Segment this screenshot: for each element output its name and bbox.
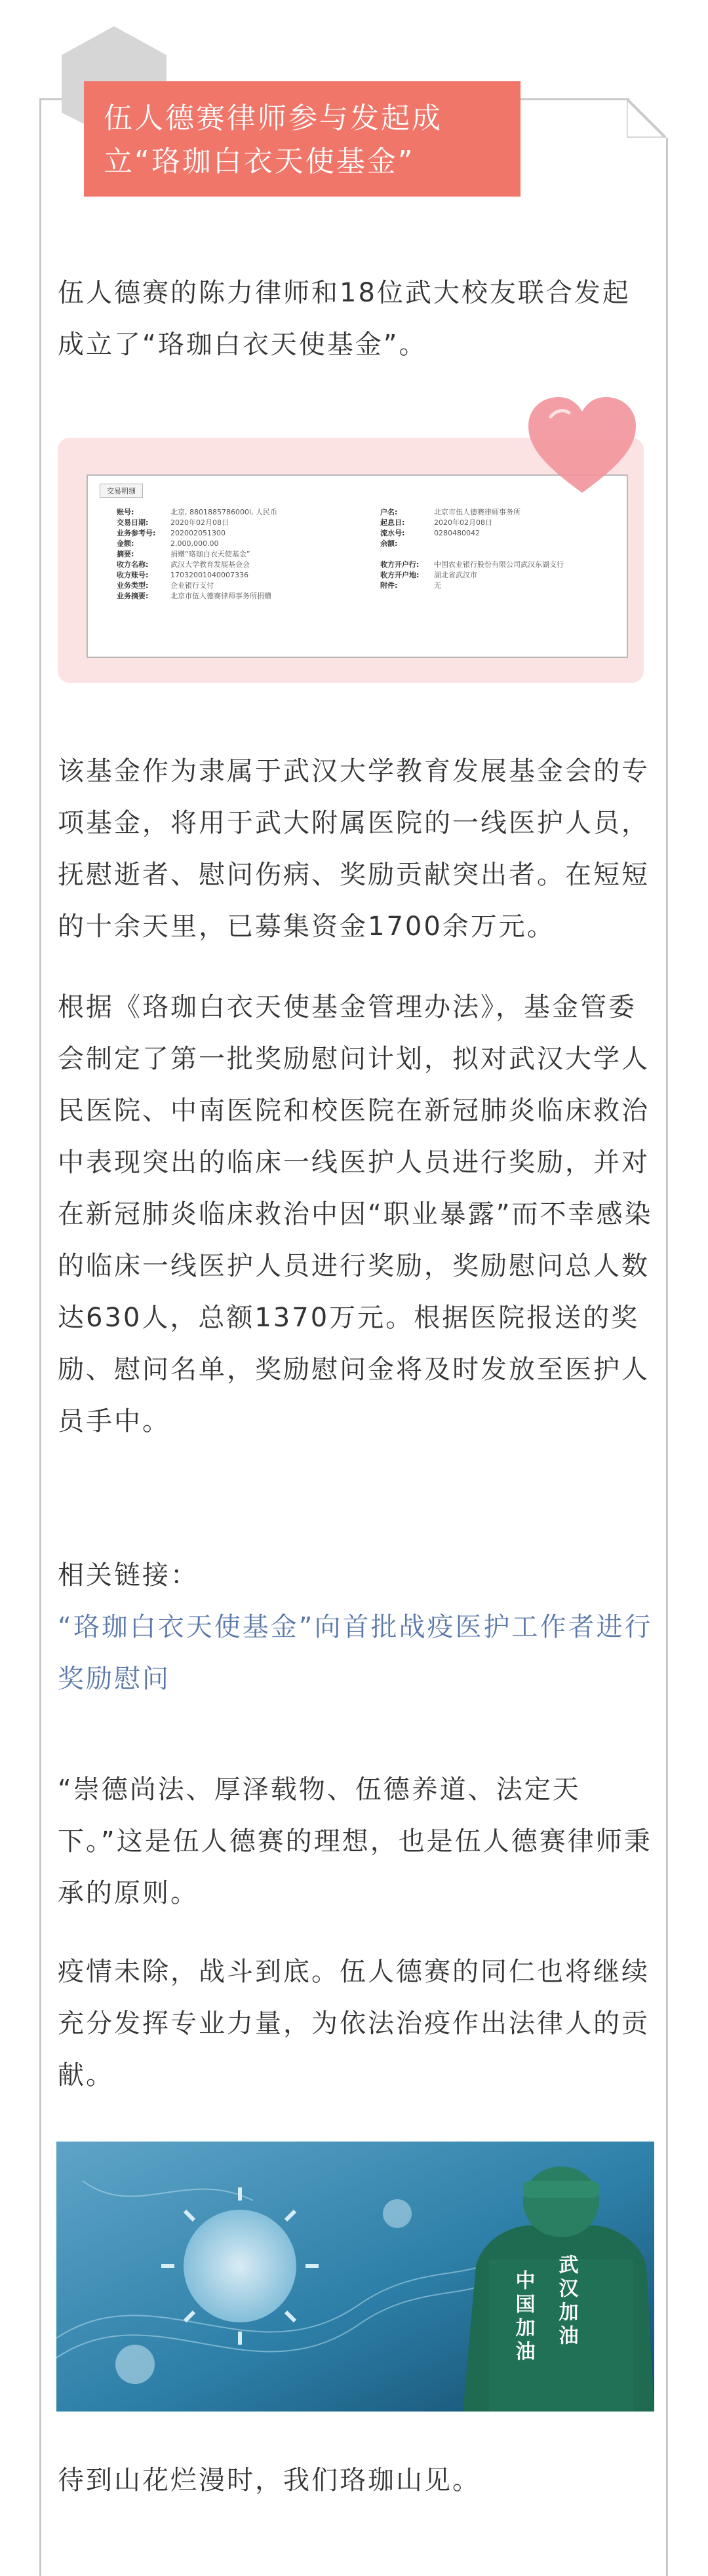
transaction-grid <box>117 507 615 602</box>
virus-icon <box>161 2187 319 2345</box>
row-value-left: 2020年02月08日 <box>170 518 229 527</box>
row-value-right: 无 <box>434 581 441 590</box>
row-value-left: 2,000,000.00 <box>170 539 219 548</box>
row-value-right <box>434 549 598 560</box>
row-label-right: 余额: <box>380 539 398 548</box>
row-label-right <box>380 549 434 560</box>
back-text-wuhan: 武汉加油 <box>555 2254 578 2349</box>
heart-icon <box>524 394 640 497</box>
transaction-detail-sheet <box>87 474 628 658</box>
row-label-right: 附件: <box>380 581 398 590</box>
row-value-left: 捐赠“珞珈白衣天使基金” <box>170 550 250 558</box>
article-title-banner <box>84 81 521 197</box>
transaction-row <box>117 560 615 570</box>
row-value-left: 17032001040007336 <box>170 571 248 579</box>
transaction-row <box>117 591 615 602</box>
row-label-left: 金额: <box>117 539 134 548</box>
row-label-left: 业务类型: <box>117 581 149 590</box>
photo-illustration <box>56 2142 654 2412</box>
related-article-link[interactable]: “珞珈白衣天使基金”向首批战疫医护工作者进行奖励慰问 <box>58 1612 653 1694</box>
frame-left-border <box>39 98 41 2576</box>
related-links-label: 相关链接： <box>58 1560 199 1590</box>
transaction-row <box>117 528 615 539</box>
row-label-left: 收方名称: <box>117 560 149 569</box>
intro-paragraph: 伍人德赛的陈力律师和18位武大校友联合发起成立了“珞珈白衣天使基金”。 <box>58 278 631 360</box>
row-value-right: 2020年02月08日 <box>434 518 492 527</box>
commitment-paragraph: 疫情未除，战斗到底。伍人德赛的同仁也将继续充分发挥专业力量，为依法治疫作出法律人的贡献。 <box>58 1957 650 2090</box>
motto-paragraph: “崇德尚法、厚泽载物、伍德养道、法定天下。”这是伍人德赛的理想，也是伍人德赛律师秉承的原则。 <box>58 1775 652 1908</box>
row-label-left: 收方账号: <box>117 571 149 579</box>
transaction-row <box>117 539 615 549</box>
row-value-left: 北京, 8801885786000l, 人民币 <box>170 508 278 516</box>
frame-right-border <box>666 138 668 2576</box>
row-value-left: 北京市伍人德赛律师事务所捐赠 <box>170 592 271 600</box>
row-value-left: 202002051300 <box>170 529 226 537</box>
row-value-right: 0280480042 <box>434 529 480 537</box>
row-label-left: 账号: <box>117 508 134 516</box>
back-text-china: 中国加油 <box>511 2270 535 2364</box>
transaction-row <box>117 549 615 560</box>
closing-line: 待到山花烂漫时，我们珞珈山见。 <box>58 2465 481 2495</box>
transaction-tab: 交易明细 <box>100 484 143 498</box>
row-label-right: 收方开户地: <box>380 571 420 579</box>
row-value-left: 武汉大学教育发展基金会 <box>170 560 250 569</box>
row-value-right: 北京市伍人德赛律师事务所 <box>434 508 521 516</box>
transaction-row <box>117 507 615 518</box>
page-fold-corner-icon <box>627 98 666 138</box>
row-label-left: 业务摘要: <box>117 592 149 600</box>
row-value-right <box>434 591 598 602</box>
row-label-right <box>380 591 434 602</box>
transaction-row <box>117 518 615 528</box>
row-label-left: 摘要: <box>117 550 134 558</box>
row-label-right: 流水号: <box>380 529 405 537</box>
row-value-right: 中国农业银行股份有限公司武汉东湖支行 <box>434 560 564 569</box>
medical-worker-photo <box>56 2142 654 2412</box>
title-line-1: 伍人德赛律师参与发起成 <box>104 102 442 135</box>
fund-description-paragraph: 该基金作为隶属于武汉大学教育发展基金会的专项基金，将用于武大附属医院的一线医护人员，抚慰逝者、慰问伤病、奖励贡献突出者。在短短的十余天里，已募集资金1700余万元。 <box>58 756 650 942</box>
row-value-right <box>434 539 598 549</box>
row-label-right: 收方开户行: <box>380 560 420 569</box>
transaction-row <box>117 581 615 591</box>
row-value-left: 企业银行支付 <box>170 581 214 590</box>
row-label-left: 业务参考号: <box>117 529 156 537</box>
row-label-left: 交易日期: <box>117 518 149 527</box>
reward-plan-paragraph: 根据《珞珈白衣天使基金管理办法》，基金管委会制定了第一批奖励慰问计划，拟对武汉大学人民医院、中南医院和校医院在新冠肺炎临床救治中表现突出的临床一线医护人员进行奖励，并对在新冠肺炎临床救治中因“职业暴露”而不幸感染的临床一线医护人员进行奖励，奖励慰问总人数达630人，总额1370万元。根据医院报送的奖励、慰问名单，奖励慰问金将及时发放至医护人员手中。 <box>58 992 653 1436</box>
title-line-2: 立“珞珈白衣天使基金” <box>104 145 415 178</box>
row-label-right: 户名: <box>380 508 398 516</box>
row-value-right: 湖北省武汉市 <box>434 571 477 579</box>
row-label-right: 起息日: <box>380 518 405 527</box>
transaction-row <box>117 570 615 581</box>
